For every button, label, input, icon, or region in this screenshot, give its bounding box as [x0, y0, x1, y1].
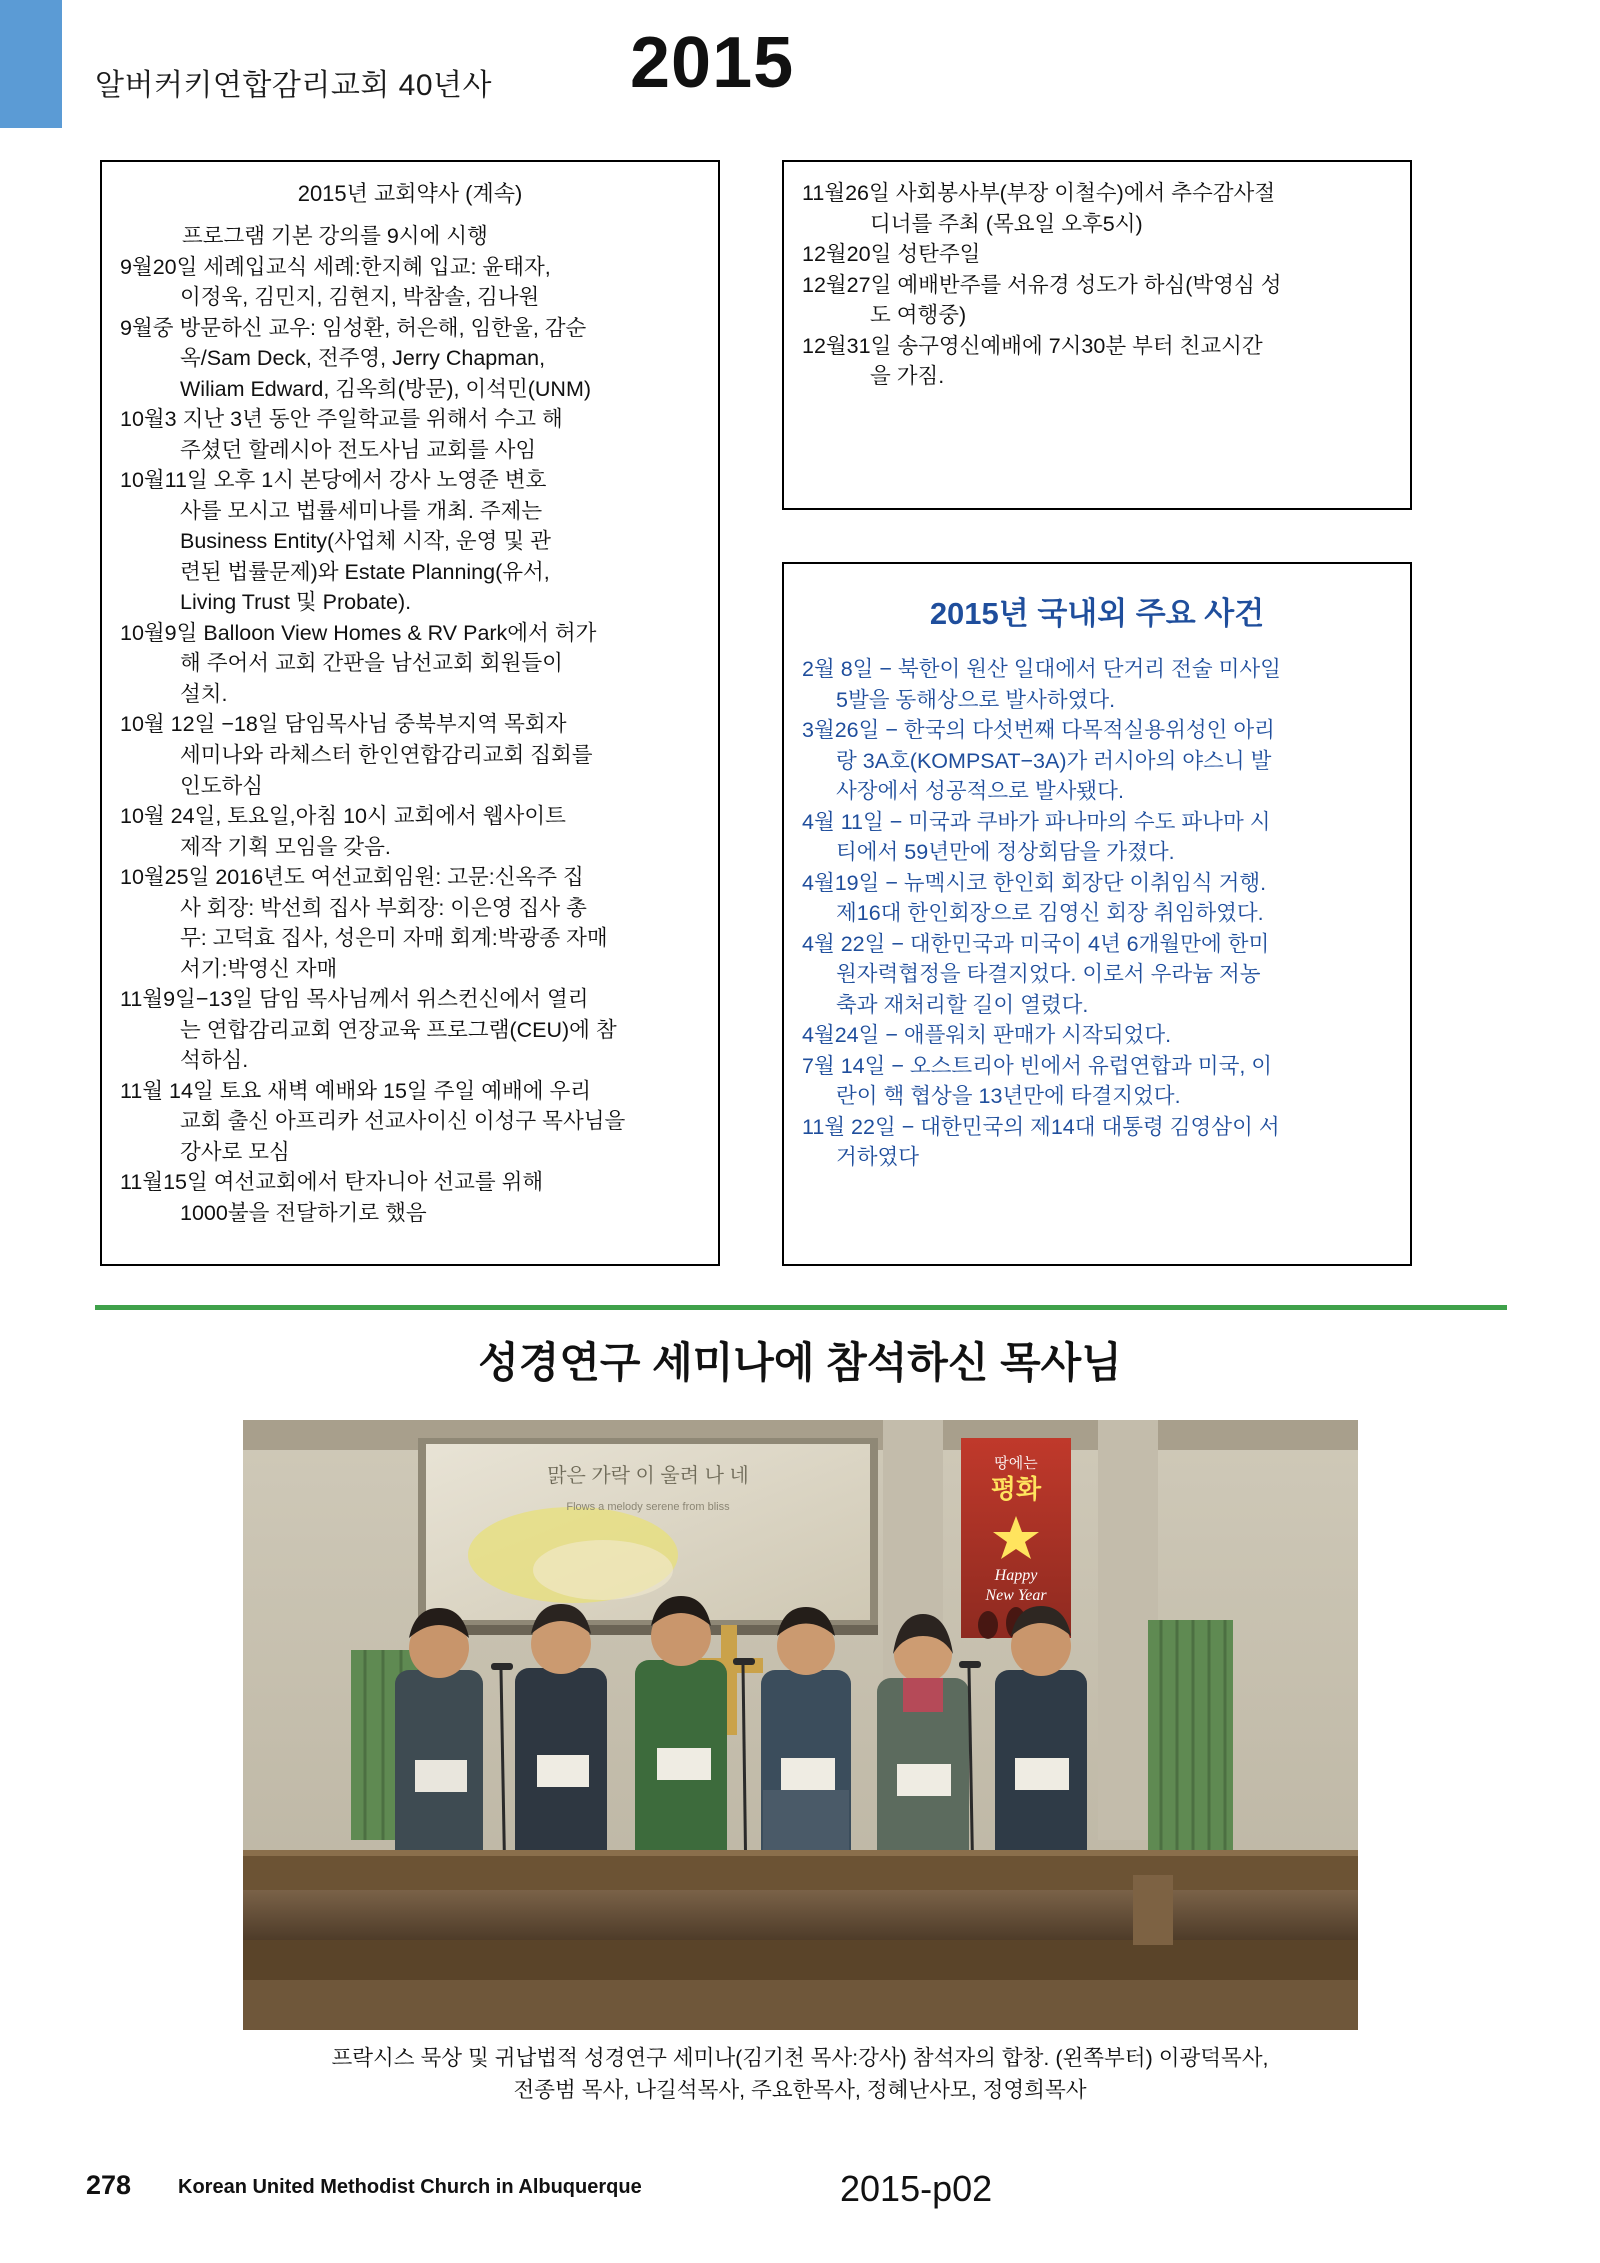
entry — [802, 239, 1392, 270]
entry — [120, 801, 700, 862]
major-events-list — [802, 654, 1392, 1173]
entry-continuation: 무: 고덕효 집사, 성은미 자매 회계:박광종 자매 — [180, 926, 608, 951]
major-events-title: 2015년 국내외 주요 사건 — [929, 596, 1265, 631]
church-history-box — [100, 160, 720, 1266]
entry — [802, 178, 1392, 239]
photo-illustration — [243, 1420, 1358, 2030]
entry — [802, 1051, 1392, 1112]
entry — [802, 654, 1392, 715]
svg-text:Happy: Happy — [994, 1567, 1038, 1584]
photo-caption-line2: 전종범 목사, 나길석목사, 주요한목사, 정혜난사모, 정영희목사 — [513, 2078, 1087, 2103]
entry — [120, 252, 700, 313]
entry-main: 12월31일 송구영신예배에 7시30분 부터 친교시간 — [802, 333, 1263, 358]
church-history-title: 2015년 교회약사 (계속) — [297, 181, 523, 206]
entry-main: 12월20일 성탄주일 — [802, 242, 981, 267]
entry — [120, 313, 700, 405]
entry-continuation: 5발을 동해상으로 발사하였다. — [836, 687, 1116, 712]
entry — [802, 929, 1392, 1021]
entry-main: 10월9일 Balloon View Homes & RV Park에서 허가 — [120, 620, 597, 645]
major-events-box — [782, 562, 1412, 1266]
entry-continuation: 석하심. — [180, 1048, 249, 1073]
entry — [120, 465, 700, 618]
entry-main: 4월19일 − 뉴멕시코 한인회 회장단 이취임식 거행. — [802, 870, 1267, 895]
entry — [120, 709, 700, 801]
entry — [802, 868, 1392, 929]
svg-text:맑은 가락 이 울려 나 네: 맑은 가락 이 울려 나 네 — [547, 1465, 749, 1487]
entry-continuation: Wiliam Edward, 김옥희(방문), 이석민(UNM) — [180, 376, 592, 401]
entry-main: 10월25일 2016년도 여선교회임원: 고문:신옥주 집 — [120, 865, 584, 890]
entry-continuation: 원자력협정을 타결지었다. 이로서 우라늄 저농 — [836, 962, 1261, 987]
entry — [802, 807, 1392, 868]
entry-continuation: 도 여행중) — [870, 303, 967, 328]
entry-continuation: 는 연합감리교회 연장교육 프로그램(CEU)에 참 — [180, 1017, 617, 1042]
entry — [120, 221, 700, 252]
entry — [120, 984, 700, 1076]
entry-main: 10월11일 오후 1시 본당에서 강사 노영준 변호 — [120, 468, 547, 493]
entry-continuation: 란이 핵 협상을 13년만에 타결지었다. — [836, 1084, 1181, 1109]
photo-caption-line1: 프락시스 묵상 및 귀납법적 성경연구 세미나(김기천 목사:강사) 참석자의 합창. (왼쪽부터) 이광덕목사, — [331, 2046, 1269, 2070]
section-title: 성경연구 세미나에 참석하신 목사님 — [478, 1339, 1122, 1386]
entry-continuation: 사를 모시고 법률세미나를 개최. 주제는 — [180, 498, 543, 523]
entry-main: 10월3 지난 3년 동안 주일학교를 위해서 수고 해 — [120, 407, 563, 432]
entry-main: 11월26일 사회봉사부(부장 이철수)에서 추수감사절 — [802, 181, 1276, 205]
entry-continuation: 1000불을 전달하기로 했음 — [180, 1200, 427, 1225]
entry-continuation: Business Entity(사업체 시작, 운영 및 관 — [180, 529, 551, 554]
entry — [120, 404, 700, 465]
entry-main: 9월중 방문하신 교우: 임성환, 허은해, 임한울, 감순 — [120, 315, 587, 340]
entry-continuation: 해 주어서 교회 간판을 남선교회 회원들이 — [180, 651, 563, 676]
entry-continuation: 서기:박영신 자매 — [180, 956, 338, 981]
entry-main: 11월9일−13일 담임 목사님께서 위스컨신에서 열리 — [120, 987, 589, 1012]
photo-caption — [100, 2042, 1500, 2107]
entry-continuation: 옥/Sam Deck, 전주영, Jerry Chapman, — [180, 346, 546, 371]
entry-main: 프로그램 기본 강의를 9시에 시행 — [182, 224, 488, 249]
entry-continuation: 련된 법률문제)와 Estate Planning(유서, — [180, 559, 550, 584]
entry-main: 4월24일 − 애플워치 판매가 시작되었다. — [802, 1023, 1172, 1048]
entry-main: 11월 22일 − 대한민국의 제14대 대통령 김영삼이 서 — [802, 1114, 1280, 1139]
entry-continuation: 주셨던 할레시아 전도사님 교회를 사임 — [180, 437, 537, 462]
entry-continuation: 사장에서 성공적으로 발사됐다. — [836, 779, 1124, 804]
footer-page-code: 2015-p02 — [840, 2168, 993, 2209]
corner-accent-block — [0, 0, 62, 128]
section-divider — [95, 1305, 1507, 1310]
entry — [802, 1112, 1392, 1173]
entry — [120, 618, 700, 710]
seminar-photo — [243, 1420, 1358, 2030]
entry — [120, 1167, 700, 1228]
entry-main: 11월 14일 토요 새벽 예배와 15일 주일 예배에 우리 — [120, 1078, 592, 1103]
church-history-continued-entries — [802, 178, 1392, 392]
entry-main: 12월27일 예배반주를 서유경 성도가 하심(박영심 성 — [802, 272, 1282, 297]
entry-continuation: 랑 3A호(KOMPSAT−3A)가 러시아의 야스니 발 — [836, 748, 1272, 773]
page-number: 278 — [86, 2170, 132, 2200]
entry — [802, 331, 1392, 392]
svg-text:평화: 평화 — [990, 1474, 1042, 1504]
entry — [802, 715, 1392, 807]
footer-organization: Korean United Methodist Church in Albuquerque — [178, 2176, 642, 2198]
entry-continuation: 이정욱, 김민지, 김현지, 박참솔, 김나원 — [180, 285, 540, 310]
entry-main: 4월 11일 − 미국과 쿠바가 파나마의 수도 파나마 시 — [802, 809, 1271, 834]
entry — [802, 1020, 1392, 1051]
entry-continuation: 인도하심 — [180, 773, 264, 798]
entry-main: 2월 8일 − 북한이 원산 일대에서 단거리 전술 미사일 — [802, 657, 1281, 682]
entry-continuation: 교회 출신 아프리카 선교사이신 이성구 목사님을 — [180, 1109, 626, 1134]
entry-continuation: 을 가짐. — [870, 364, 945, 389]
entry — [120, 1076, 700, 1168]
page-year: 2015 — [630, 23, 795, 103]
entry-continuation: 강사로 모심 — [180, 1139, 290, 1164]
entry-continuation: 티에서 59년만에 정상회담을 가졌다. — [836, 840, 1175, 865]
entry — [802, 270, 1392, 331]
entry-continuation: 제16대 한인회장으로 김영신 회장 취임하였다. — [836, 901, 1264, 926]
entry-main: 11월15일 여선교회에서 탄자니아 선교를 위해 — [120, 1170, 544, 1195]
entry-main: 3월26일 − 한국의 다섯번째 다목적실용위성인 아리 — [802, 718, 1275, 743]
entry-main: 7월 14일 − 오스트리아 빈에서 유럽연합과 미국, 이 — [802, 1053, 1273, 1078]
entry-continuation: 거하였다 — [836, 1145, 920, 1170]
entry-continuation: Living Trust 및 Probate). — [180, 590, 412, 615]
entry — [120, 862, 700, 984]
entry-continuation: 사 회장: 박선희 집사 부회장: 이은영 집사 총 — [180, 895, 587, 920]
entry-continuation: 세미나와 라체스터 한인연합감리교회 집회를 — [180, 743, 593, 767]
church-history-entries — [120, 221, 700, 1228]
entry-main: 4월 22일 − 대한민국과 미국이 4년 6개월만에 한미 — [802, 931, 1270, 956]
book-title: 알버커키연합감리교회 40년사 — [95, 69, 492, 102]
svg-text:New Year: New Year — [985, 1587, 1047, 1604]
svg-text:Flows a melody serene from bli: Flows a melody serene from bliss — [566, 1501, 730, 1513]
entry-main: 10월 24일, 토요일,아침 10시 교회에서 웹사이트 — [120, 804, 566, 829]
entry-continuation: 디너를 주최 (목요일 오후5시) — [870, 211, 1143, 236]
entry-main: 10월 12일 −18일 담임목사님 중북부지역 목회자 — [120, 712, 567, 737]
entry-main: 9월20일 세례입교식 세례:한지혜 입교: 윤태자, — [120, 254, 551, 279]
entry-continuation: 제작 기획 모임을 갖음. — [180, 834, 391, 859]
svg-text:땅에는: 땅에는 — [994, 1455, 1038, 1472]
entry-continuation: 축과 재처리할 길이 열렸다. — [836, 992, 1089, 1017]
church-history-continued-box — [782, 160, 1412, 510]
entry-continuation: 설치. — [180, 681, 228, 706]
